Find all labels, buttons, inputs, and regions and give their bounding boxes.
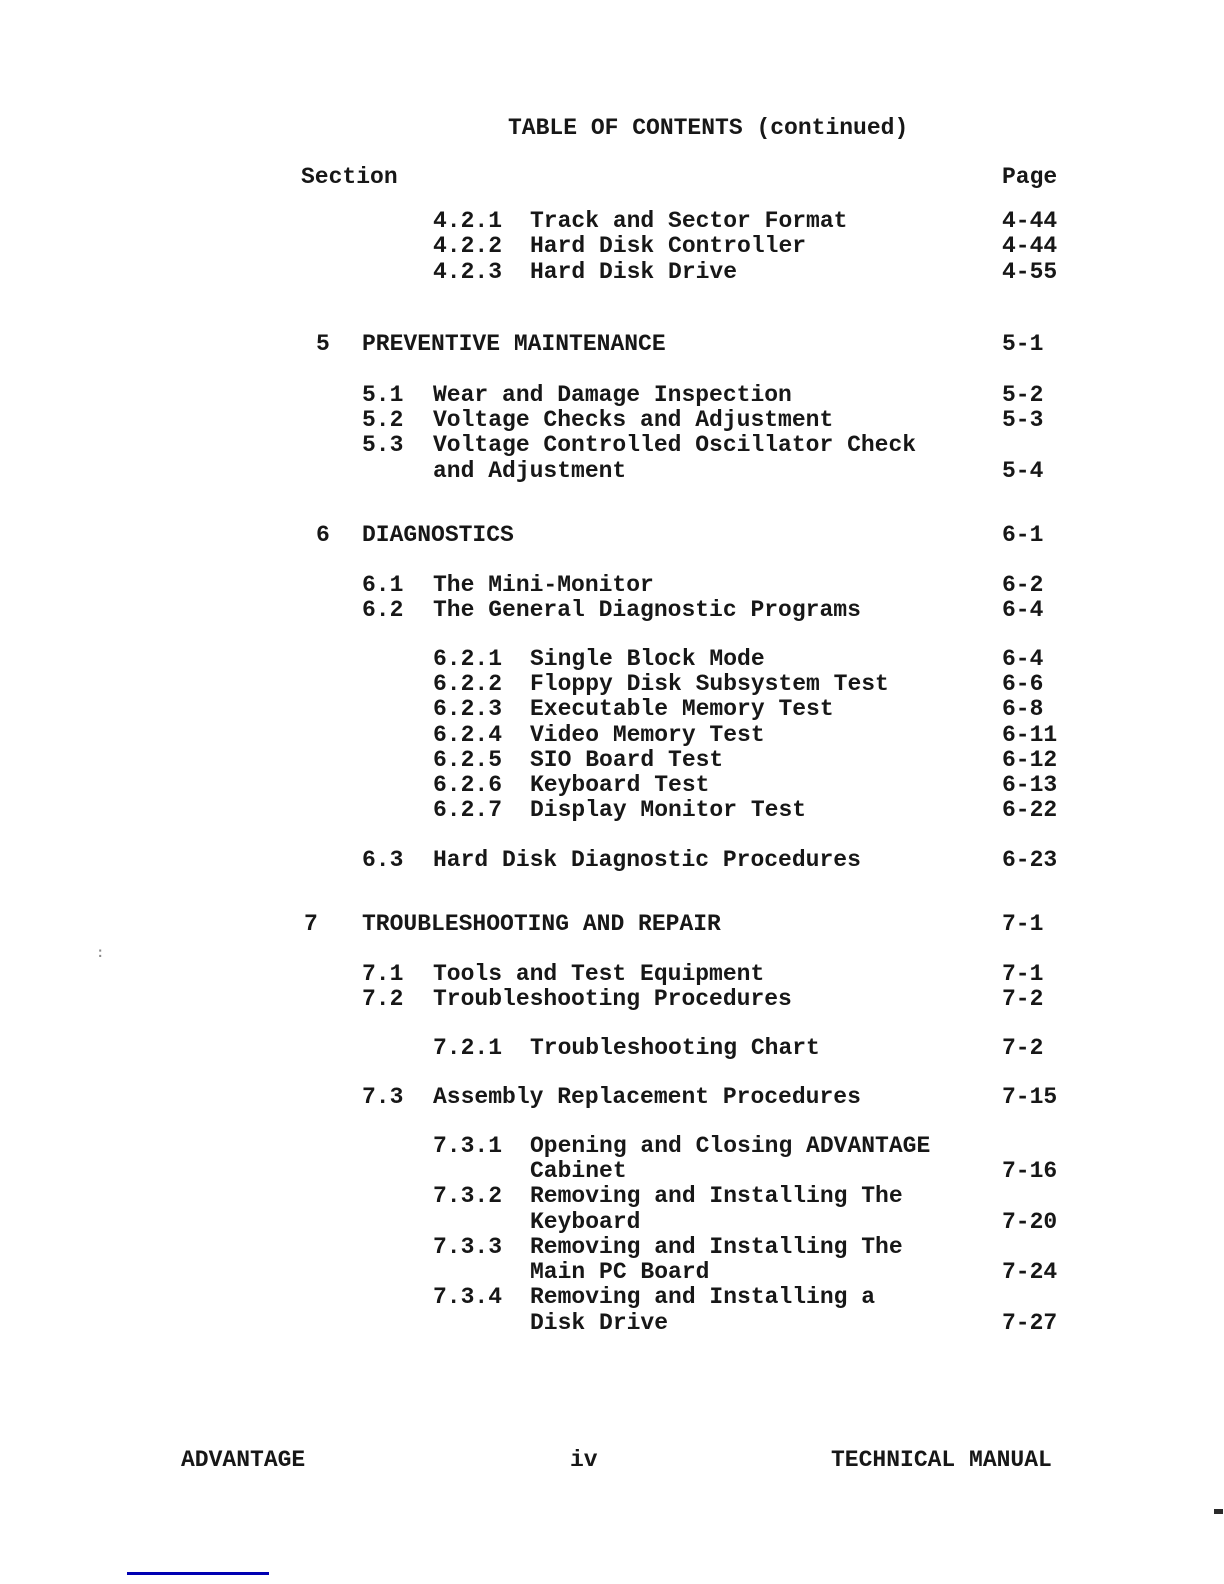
toc-entry-title: SIO Board Test [530,747,724,773]
toc-entry-page: 6-13 [1002,772,1058,798]
toc-entry-number: 5.2 [362,407,404,433]
toc-entry-title: Wear and Damage Inspection [433,382,792,408]
toc-entry-page: 7-2 [1002,1035,1044,1061]
toc-entry-number: 7.1 [362,961,404,987]
toc-entry-page: 6-8 [1002,696,1044,722]
toc-entry-title-line2: Cabinet [530,1158,627,1184]
toc-entry-number: 7 [304,911,318,937]
toc-entry-number: 6.2 [362,597,404,623]
toc-entry-number: 6 [316,522,330,548]
toc-entry-page: 7-27 [1002,1310,1058,1336]
toc-entry-title: Removing and Installing a [530,1284,876,1310]
toc-entry-title: Track and Sector Format [530,208,848,234]
toc-entry [0,1133,1224,1159]
toc-entry-title-line2: Disk Drive [530,1310,669,1336]
toc-entry-number: 6.2.7 [433,797,503,823]
page-column-label: Page [1002,164,1058,190]
toc-entry-page: 5-2 [1002,382,1044,408]
toc-entry-page: 6-22 [1002,797,1058,823]
toc-entry [0,797,1224,823]
toc-entry-title: Assembly Replacement Procedures [433,1084,861,1110]
toc-entry-page: 7-24 [1002,1259,1058,1285]
page-title: TABLE OF CONTENTS (continued) [508,115,909,141]
toc-entry-continuation [0,1310,1224,1336]
toc-entry-page: 6-1 [1002,522,1044,548]
toc-entry-continuation [0,458,1224,484]
toc-entry-number: 7.3 [362,1084,404,1110]
toc-entry-title: DIAGNOSTICS [362,522,514,548]
toc-entry-page: 6-11 [1002,722,1058,748]
toc-entry-continuation [0,1209,1224,1235]
toc-entry-page: 6-4 [1002,597,1044,623]
footer-page-number: iv [570,1447,598,1473]
toc-entry [0,208,1224,234]
toc-entry [0,986,1224,1012]
toc-entry-page: 7-1 [1002,911,1044,937]
toc-entry-number: 6.2.3 [433,696,503,722]
toc-entry-title: Troubleshooting Chart [530,1035,820,1061]
column-header-row [0,164,1224,190]
toc-entry-title: Hard Disk Controller [530,233,807,259]
toc-entry [0,233,1224,259]
toc-entry-title: Troubleshooting Procedures [433,986,792,1012]
toc-entry-title: Executable Memory Test [530,696,834,722]
toc-entry-number: 6.1 [362,572,404,598]
toc-chapter [0,331,1224,357]
toc-entry [0,961,1224,987]
toc-entry-number: 7.3.3 [433,1234,503,1260]
toc-entry-number: 4.2.1 [433,208,503,234]
toc-entry [0,671,1224,697]
toc-entry-number: 6.2.5 [433,747,503,773]
toc-entry-title: Display Monitor Test [530,797,807,823]
page-footer [0,1447,1224,1473]
toc-entry [0,432,1224,458]
toc-entry [0,847,1224,873]
toc-entry-number: 7.2.1 [433,1035,503,1061]
footer-product-name: ADVANTAGE [181,1447,306,1473]
toc-entry-page: 6-23 [1002,847,1058,873]
toc-entry-page: 6-12 [1002,747,1058,773]
toc-entry-number: 7.3.4 [433,1284,503,1310]
toc-entry-title: Voltage Checks and Adjustment [433,407,834,433]
toc-entry-number: 5.1 [362,382,404,408]
toc-entry-title: The Mini-Monitor [433,572,654,598]
toc-entry-title: Video Memory Test [530,722,765,748]
toc-chapter [0,911,1224,937]
toc-entry [0,572,1224,598]
toc-entry-page: 5-3 [1002,407,1044,433]
toc-entry-page: 5-1 [1002,331,1044,357]
toc-entry-number: 6.2.4 [433,722,503,748]
toc-entry-page: 7-16 [1002,1158,1058,1184]
toc-entry-number: 6.2.2 [433,671,503,697]
blue-ink-underline-mark [127,1572,269,1575]
toc-entry-title: Keyboard Test [530,772,710,798]
toc-entry-title: Opening and Closing ADVANTAGE [530,1133,931,1159]
toc-entry-page: 4-55 [1002,259,1058,285]
toc-entry-number: 7.3.1 [433,1133,503,1159]
toc-entry-page: 6-2 [1002,572,1044,598]
toc-entry [0,259,1224,285]
footer-manual-name: TECHNICAL MANUAL [831,1447,1052,1473]
toc-entry [0,382,1224,408]
toc-entry-title-line2: and Adjustment [433,458,627,484]
toc-entry-page: 7-15 [1002,1084,1058,1110]
toc-entry [0,1035,1224,1061]
toc-entry [0,1183,1224,1209]
toc-entry-number: 4.2.2 [433,233,503,259]
toc-entry [0,407,1224,433]
toc-entry-page: 6-4 [1002,646,1044,672]
toc-entry-number: 5 [316,331,330,357]
toc-entry-continuation [0,1158,1224,1184]
toc-entry-title-line2: Keyboard [530,1209,641,1235]
toc-entry-title: PREVENTIVE MAINTENANCE [362,331,666,357]
toc-entry [0,597,1224,623]
toc-entry-title: Removing and Installing The [530,1183,903,1209]
toc-entry [0,772,1224,798]
toc-entry-page: 7-20 [1002,1209,1058,1235]
toc-entry [0,1234,1224,1260]
toc-entry-page: 4-44 [1002,208,1058,234]
scan-edge-dash-artifact [1214,1509,1223,1514]
toc-entry-title: Single Block Mode [530,646,765,672]
toc-entry-continuation [0,1259,1224,1285]
toc-entry-number: 4.2.3 [433,259,503,285]
toc-entry [0,1284,1224,1310]
toc-entry-title: Tools and Test Equipment [433,961,765,987]
page-title-row [0,115,1224,141]
toc-entry-title-line2: Main PC Board [530,1259,710,1285]
toc-entry-title: Floppy Disk Subsystem Test [530,671,889,697]
toc-entry-page: 6-6 [1002,671,1044,697]
toc-chapter [0,522,1224,548]
toc-entry-page: 4-44 [1002,233,1058,259]
toc-entry-title: The General Diagnostic Programs [433,597,861,623]
toc-entry [0,722,1224,748]
toc-entry-title: TROUBLESHOOTING AND REPAIR [362,911,721,937]
scan-speckle-artifact: : [96,946,105,962]
section-column-label: Section [301,164,398,190]
toc-entry-number: 5.3 [362,432,404,458]
toc-entry-title: Removing and Installing The [530,1234,903,1260]
toc-entry-number: 6.3 [362,847,404,873]
toc-entry-number: 7.3.2 [433,1183,503,1209]
toc-entry-page: 5-4 [1002,458,1044,484]
toc-entry-title: Hard Disk Diagnostic Procedures [433,847,861,873]
toc-entry [0,646,1224,672]
toc-entry [0,1084,1224,1110]
toc-entry [0,747,1224,773]
toc-entry-page: 7-1 [1002,961,1044,987]
toc-entry-page: 7-2 [1002,986,1044,1012]
toc-entry-number: 6.2.1 [433,646,503,672]
toc-entry-number: 6.2.6 [433,772,503,798]
toc-entry-title: Voltage Controlled Oscillator Check [433,432,917,458]
toc-entry [0,696,1224,722]
toc-entry-number: 7.2 [362,986,404,1012]
toc-entry-title: Hard Disk Drive [530,259,738,285]
